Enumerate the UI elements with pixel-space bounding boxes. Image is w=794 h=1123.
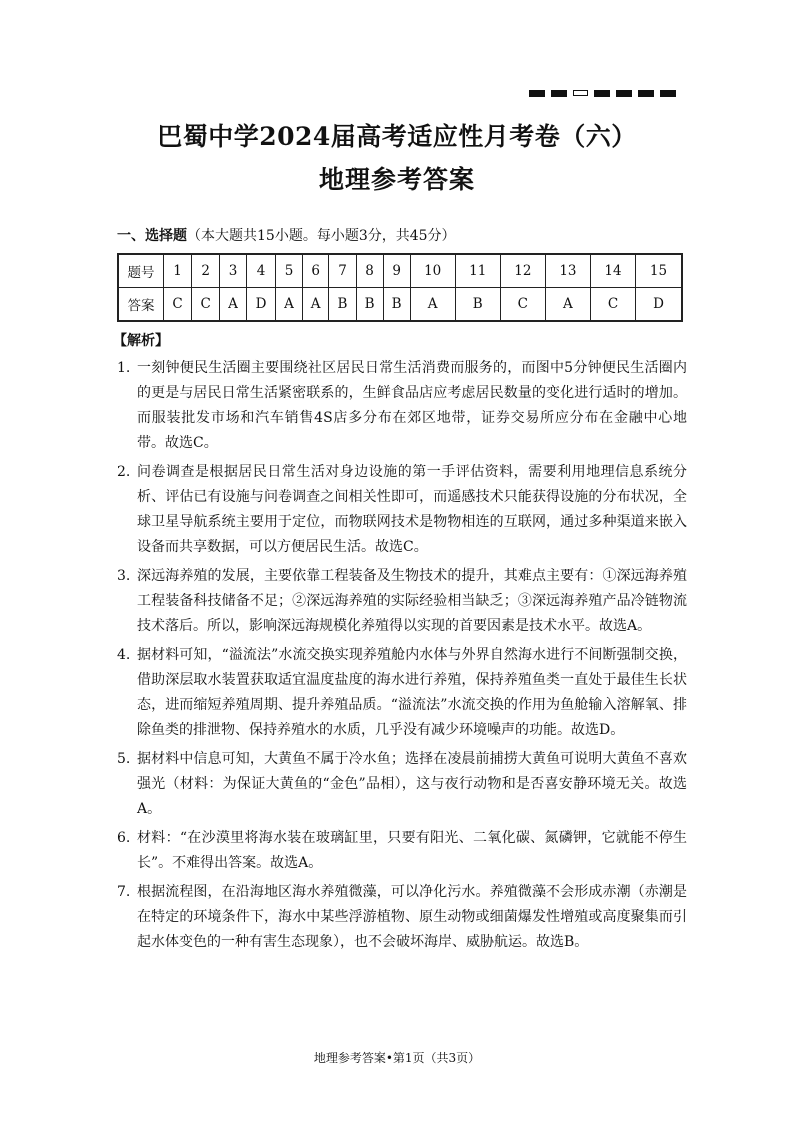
section-title: 一、选择题 bbox=[117, 228, 187, 244]
table-cell: A bbox=[276, 288, 303, 322]
table-cell: 8 bbox=[356, 254, 383, 288]
row-label-number: 题号 bbox=[118, 254, 164, 288]
table-cell: B bbox=[383, 288, 410, 322]
analysis-label: 【解析】 bbox=[113, 333, 169, 349]
item-text: 一刻钟便民生活圈主要围绕社区居民日常生活消费而服务的，而图中5分钟便民生活圈内的更是与居民日常生活紧密联系的，生鲜食品店应考虑居民数量的变化进行适时的增加。而服装批发市场和汽车销售4S店多分布在郊区地带，证券交易所应分布在金融中心地带。故选C。 bbox=[137, 360, 687, 451]
table-row-answers bbox=[118, 288, 682, 322]
list-item bbox=[117, 747, 687, 822]
table-cell: 3 bbox=[220, 254, 247, 288]
table-row-numbers bbox=[118, 254, 682, 288]
security-marks bbox=[529, 90, 676, 97]
table-cell: C bbox=[590, 288, 635, 322]
item-number: 7. bbox=[117, 884, 131, 900]
page-subtitle: 地理参考答案 bbox=[318, 165, 475, 194]
mark-block-hollow bbox=[573, 90, 588, 96]
table-cell: D bbox=[246, 288, 275, 322]
list-item bbox=[117, 643, 687, 743]
table-cell: 15 bbox=[636, 254, 682, 288]
list-item bbox=[117, 880, 687, 955]
mark-block bbox=[638, 90, 654, 97]
page-title: 巴蜀中学2024届高考适应性月考卷（六） bbox=[157, 122, 637, 151]
table-cell: 13 bbox=[545, 254, 590, 288]
mark-block bbox=[529, 90, 545, 97]
item-number: 4. bbox=[117, 647, 131, 663]
table-cell: C bbox=[192, 288, 220, 322]
item-text: 据材料中信息可知，大黄鱼不属于冷水鱼；选择在凌晨前捕捞大黄鱼可说明大黄鱼不喜欢强光（材料：为保证大黄鱼的“金色”品相），这与夜行动物和是否喜安静环境无关。故选A。 bbox=[137, 751, 687, 817]
analysis-list bbox=[117, 356, 687, 959]
item-number: 1. bbox=[117, 360, 131, 376]
item-number: 2. bbox=[117, 464, 131, 480]
mark-block bbox=[616, 90, 632, 97]
table-cell: A bbox=[220, 288, 247, 322]
table-cell: 6 bbox=[302, 254, 329, 288]
table-cell: B bbox=[356, 288, 383, 322]
table-cell: 4 bbox=[246, 254, 275, 288]
table-cell: 10 bbox=[410, 254, 455, 288]
table-cell: D bbox=[636, 288, 682, 322]
list-item bbox=[117, 826, 687, 876]
table-cell: A bbox=[410, 288, 455, 322]
mark-block bbox=[594, 90, 610, 97]
table-cell: 12 bbox=[500, 254, 545, 288]
mark-block bbox=[551, 90, 567, 97]
table-cell: 1 bbox=[164, 254, 192, 288]
table-cell: B bbox=[329, 288, 356, 322]
list-item bbox=[117, 356, 687, 456]
mark-block bbox=[660, 90, 676, 97]
section-heading bbox=[117, 225, 456, 245]
item-text: 根据流程图，在沿海地区海水养殖微藻，可以净化污水。养殖微藻不会形成赤潮（赤潮是在特定的环境条件下，海水中某些浮游植物、原生动物或细菌爆发性增殖或高度聚集而引起水体变色的一种有害生态现象），也不会破坏海岸、威胁航运。故选B。 bbox=[137, 884, 687, 950]
table-cell: 11 bbox=[455, 254, 500, 288]
list-item bbox=[117, 564, 687, 639]
table-cell: A bbox=[302, 288, 329, 322]
table-cell: A bbox=[545, 288, 590, 322]
row-label-answer: 答案 bbox=[118, 288, 164, 322]
table-cell: 2 bbox=[192, 254, 220, 288]
table-cell: C bbox=[500, 288, 545, 322]
item-number: 5. bbox=[117, 751, 131, 767]
table-cell: C bbox=[164, 288, 192, 322]
table-cell: 14 bbox=[590, 254, 635, 288]
item-number: 6. bbox=[117, 830, 131, 846]
item-text: 问卷调查是根据居民日常生活对身边设施的第一手评估资料，需要利用地理信息系统分析、评估已有设施与问卷调查之间相关性即可，而遥感技术只能获得设施的分布状况，全球卫星导航系统主要用于定位，而物联网技术是物物相连的互联网，通过多种渠道来嵌入设备而共享数据，可以方便居民生活。故选C。 bbox=[137, 464, 687, 555]
table-cell: 9 bbox=[383, 254, 410, 288]
answer-table bbox=[117, 253, 683, 322]
item-number: 3. bbox=[117, 568, 131, 584]
item-text: 材料：“在沙漠里将海水装在玻璃缸里，只要有阳光、二氧化碳、氮磷钾，它就能不停生长”。不难得出答案。故选A。 bbox=[137, 830, 687, 871]
page-footer: 地理参考答案•第1页（共3页） bbox=[313, 1051, 481, 1065]
table-cell: B bbox=[455, 288, 500, 322]
list-item bbox=[117, 460, 687, 560]
section-note: （本大题共15小题。每小题3分，共45分） bbox=[187, 228, 456, 244]
item-text: 深远海养殖的发展，主要依靠工程装备及生物技术的提升，其难点主要有：①深远海养殖工程装备科技储备不足；②深远海养殖的实际经验相当缺乏；③深远海养殖产品冷链物流技术落后。所以，影响深远海规模化养殖得以实现的首要因素是技术水平。故选A。 bbox=[137, 568, 687, 634]
table-cell: 7 bbox=[329, 254, 356, 288]
table-cell: 5 bbox=[276, 254, 303, 288]
item-text: 据材料可知，“溢流法”水流交换实现养殖舱内水体与外界自然海水进行不间断强制交换，借助深层取水装置获取适宜温度盐度的海水进行养殖，保持养殖鱼类一直处于最佳生长状态，进而缩短养殖周期、提升养殖品质。“溢流法”水流交换的作用为鱼舱输入溶解氧、排除鱼类的排泄物、保持养殖水的水质，几乎没有减少环境噪声的功能。故选D。 bbox=[137, 647, 687, 738]
